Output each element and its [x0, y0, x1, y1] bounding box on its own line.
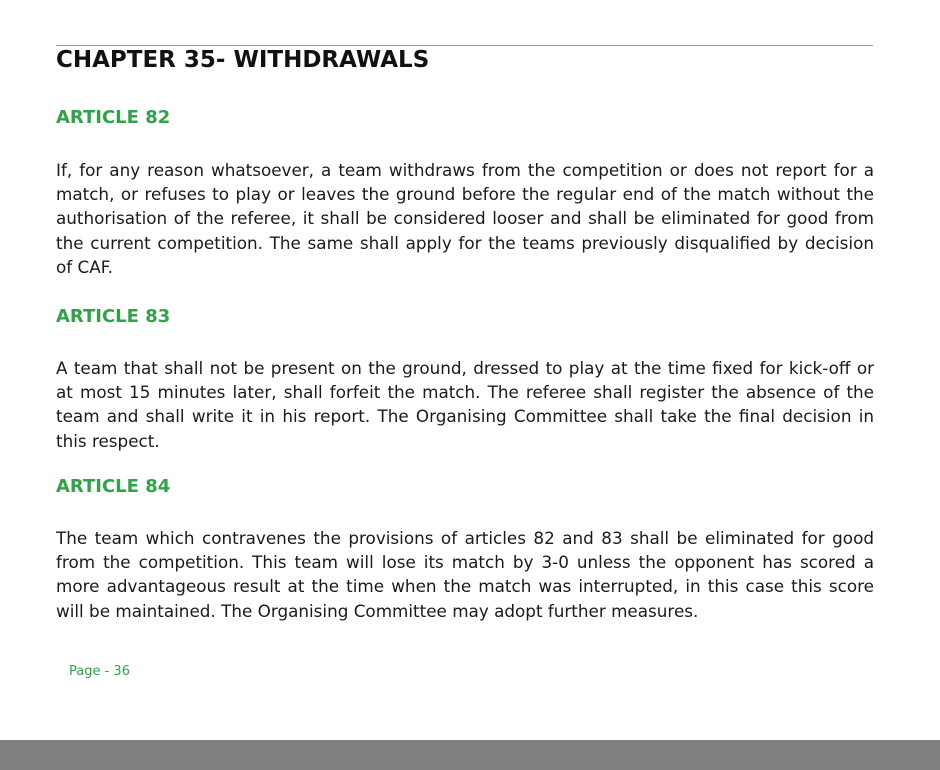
article-82-heading: ARTICLE 82	[56, 107, 171, 128]
article-82-body: If, for any reason whatsoever, a team withdraws from the competition or does not report for a match, or refuses to play or leaves the ground before the regular end of the match without the authorisation of the referee, it shall be considered looser and shall be eliminated for good from the current competition. The same shall apply for the teams previously disqualified by decision of CAF.	[56, 160, 874, 277]
article-83-body: A team that shall not be present on the ground, dressed to play at the time fixed for kick-off or at most 15 minutes later, shall forfeit the match. The referee shall register the absence of the team and shall write it in his report. The Organising Committee shall take the final decision in this respect.	[56, 358, 874, 451]
chapter-title: CHAPTER 35- WITHDRAWALS	[56, 47, 430, 73]
article-83-heading: ARTICLE 83	[56, 306, 171, 327]
viewer-bottom-bar	[0, 740, 940, 770]
page-number: Page - 36	[69, 664, 130, 679]
article-84-heading: ARTICLE 84	[56, 476, 171, 497]
article-84-body: The team which contravenes the provisions of articles 82 and 83 shall be eliminated for good from the competition. This team will lose its match by 3-0 unless the opponent has scored a more advantageous result at the time when the match was interrupted, in this case this score will be maintained. The Organising Committee may adopt further measures.	[56, 528, 874, 621]
